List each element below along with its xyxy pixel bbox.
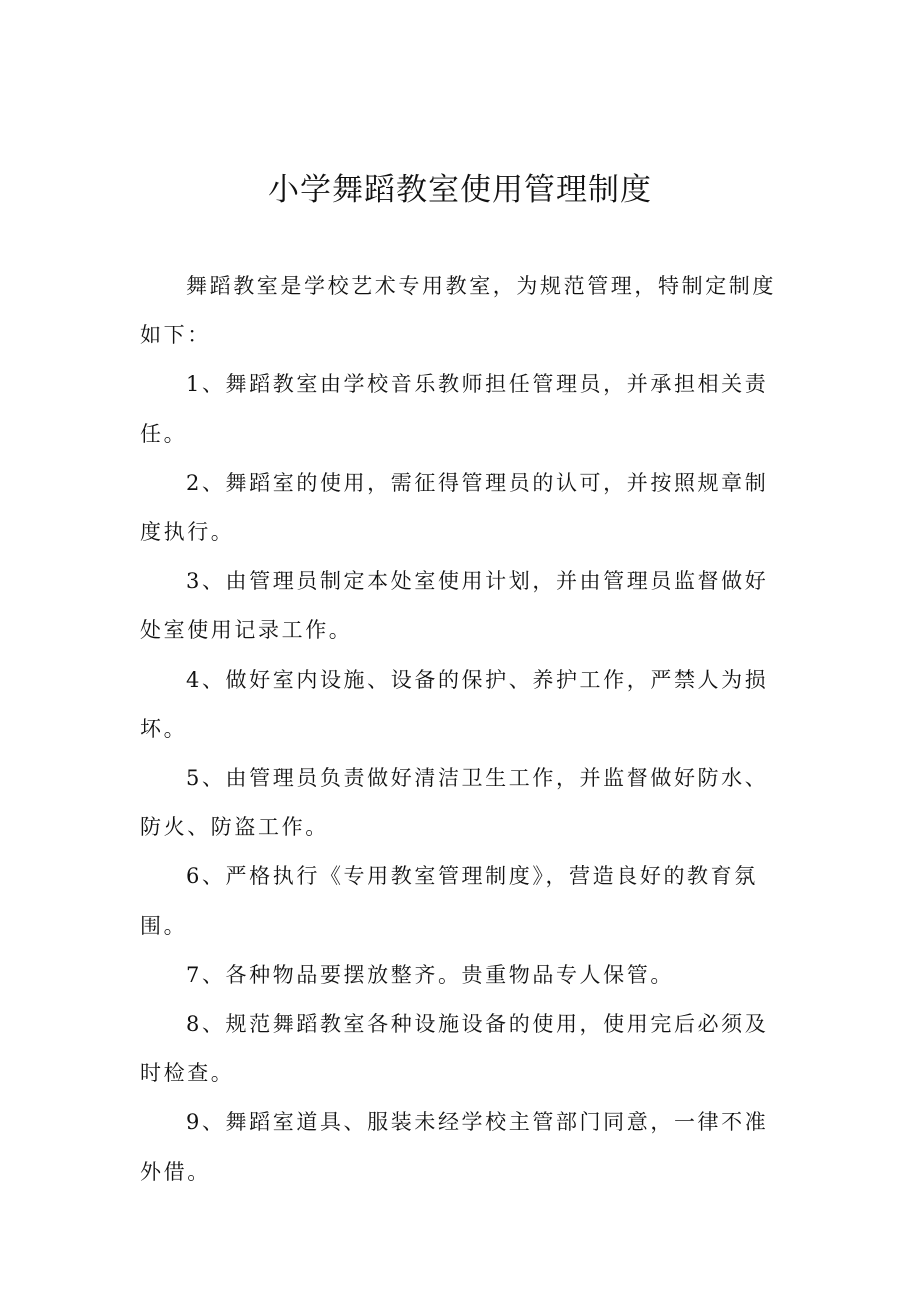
document-body [140, 262, 790, 1197]
rule-7: 7、各种物品要摆放整齐。贵重物品专人保管。 [186, 962, 674, 987]
rule-9: 9、舞蹈室道具、服装未经学校主管部门同意，一律不准外借。 [140, 1110, 769, 1184]
rule-8: 8、规范舞蹈教室各种设施设备的使用，使用完后必须及时检查。 [140, 1012, 769, 1086]
rule-5: 5、由管理员负责做好清洁卫生工作，并监督做好防水、防火、防盗工作。 [140, 766, 769, 840]
rule-3: 3、由管理员制定本处室使用计划，并由管理员监督做好处室使用记录工作。 [140, 569, 769, 643]
rule-6: 6、严格执行《专用教室管理制度》，营造良好的教育氛围。 [140, 864, 758, 938]
rule-1: 1、舞蹈教室由学校音乐教师担任管理员，并承担相关责任。 [140, 372, 769, 446]
document-title: 小学舞蹈教室使用管理制度 [268, 172, 652, 208]
rule-2: 2、舞蹈室的使用，需征得管理员的认可，并按照规章制度执行。 [140, 470, 769, 545]
rule-4: 4、做好室内设施、设备的保护、养护工作，严禁人为损坏。 [140, 667, 769, 741]
intro-paragraph: 舞蹈教室是学校艺术专用教室，为规范管理，特制定制度如下： [140, 274, 776, 348]
